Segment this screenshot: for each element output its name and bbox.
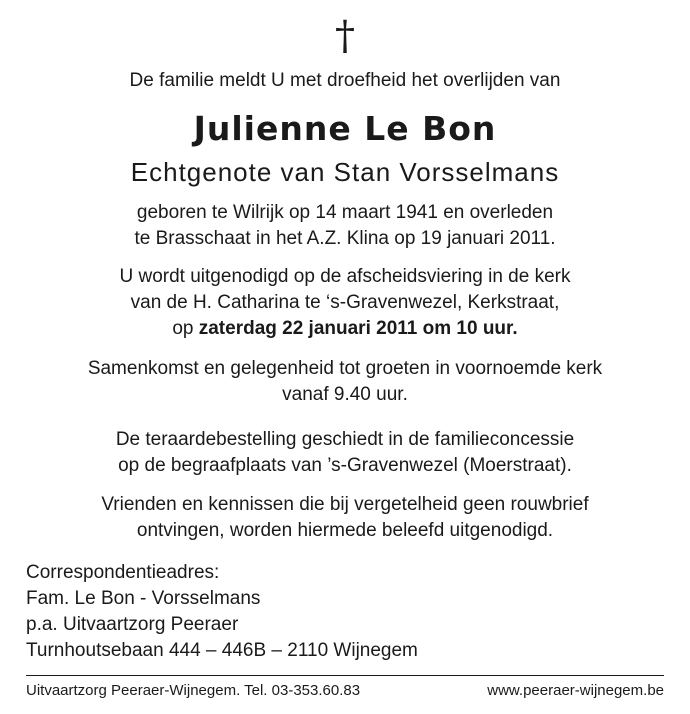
birth-death-paragraph — [0, 200, 690, 252]
ceremony-date: zaterdag 22 januari 2011 om 10 uur. — [198, 318, 518, 339]
death-line: te Brasschaat in het A.Z. Klina op 19 januari 2011. — [134, 228, 556, 249]
correspondence-heading: Correspondentieadres: — [26, 562, 220, 583]
gathering-paragraph — [0, 356, 690, 408]
correspondence-family: Fam. Le Bon - Vorsselmans — [26, 588, 261, 609]
deceased-name: Julienne Le Bon — [193, 109, 497, 148]
ceremony-date-prefix: op — [172, 318, 199, 339]
intro-text: De familie meldt U met droefheid het overlijden van — [129, 70, 561, 91]
burial-line-1: De teraardebestelling geschiedt in de familieconcessie — [115, 429, 575, 450]
burial-paragraph — [0, 427, 690, 479]
footer-company-phone: Uitvaartzorg Peeraer-Wijnegem. Tel. 03-353.60.83 — [26, 682, 361, 699]
birth-line: geboren te Wilrijk op 14 maart 1941 en overleden — [136, 202, 554, 223]
friends-line-1: Vrienden en kennissen die bij vergetelheid geen rouwbrief — [101, 494, 589, 515]
correspondence-address — [26, 560, 418, 664]
correspondence-street: Turnhoutsebaan 444 – 446B – 2110 Wijnegem — [26, 640, 418, 661]
gathering-line-1: Samenkomst en gelegenheid tot groeten in voornoemde kerk — [87, 358, 603, 379]
ceremony-line-1: U wordt uitgenodigd op de afscheidsviering in de kerk — [119, 266, 571, 287]
ceremony-line-2: van de H. Catharina te ‘s-Gravenwezel, Kerkstraat, — [130, 292, 560, 313]
friends-line-2: ontvingen, worden hiermede beleefd uitgenodigd. — [136, 520, 554, 541]
ceremony-paragraph — [0, 264, 690, 342]
footer-divider — [26, 675, 664, 676]
ceremony-line-3 — [0, 316, 690, 342]
footer-website: www.peeraer-wijnegem.be — [487, 682, 664, 699]
correspondence-care-of: p.a. Uitvaartzorg Peeraer — [26, 614, 239, 635]
gathering-line-2: vanaf 9.40 uur. — [282, 384, 408, 405]
burial-line-2: op de begraafplaats van ’s-Gravenwezel (Moerstraat). — [118, 455, 572, 476]
cross-icon: † — [335, 13, 355, 59]
friends-paragraph — [0, 492, 690, 544]
spouse-line: Echtgenote van Stan Vorsselmans — [130, 157, 560, 187]
